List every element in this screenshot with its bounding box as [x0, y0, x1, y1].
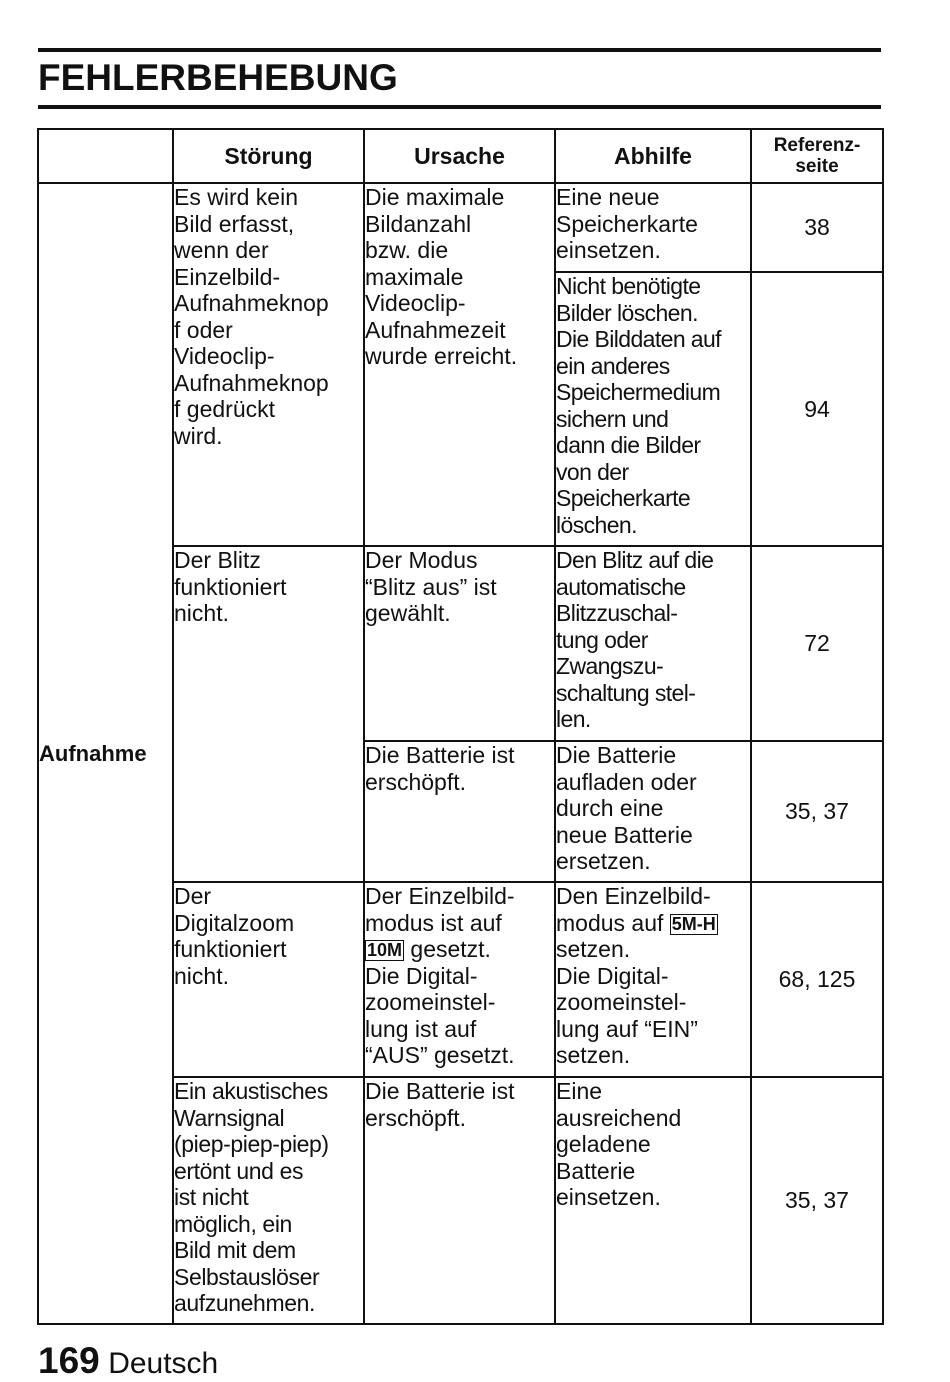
abhilfe-cell: [555, 741, 751, 882]
ursache-cell: [364, 1077, 555, 1324]
text-line: modus ist auf: [365, 909, 502, 936]
text-line: f gedrückt: [174, 396, 275, 422]
text-line: sichern und: [556, 405, 669, 432]
text-line: automatische: [556, 573, 686, 600]
text-line: schaltung stel-: [556, 679, 696, 706]
text-line: gewählt.: [365, 600, 451, 626]
text-line: setzen.: [556, 936, 631, 962]
text-line: “Blitz aus” ist: [365, 573, 497, 600]
footer-language: Deutsch: [108, 1347, 219, 1380]
text-line: ist nicht: [174, 1184, 249, 1210]
text-line: ertönt und es: [174, 1157, 304, 1184]
text-line: Es wird kein: [174, 184, 298, 210]
stoerung-cell: [173, 882, 364, 1077]
text-line: Die Batterie ist: [365, 742, 515, 768]
text-line: einsetzen.: [556, 1184, 661, 1210]
text-line: Digitalzoom: [174, 909, 295, 936]
text-line: “AUS” gesetzt.: [365, 1042, 515, 1068]
text-fragment: gesetzt.: [404, 936, 491, 962]
header-referenzseite: [751, 129, 883, 183]
header-abhilfe: Abhilfe: [555, 129, 751, 183]
header-rule-top: [38, 48, 881, 52]
text-line: Aufnahmeknop: [174, 369, 329, 396]
text-line: Nicht benötigte: [556, 273, 701, 299]
text-line: Der: [174, 883, 212, 909]
header-ursache: Ursache: [364, 129, 555, 183]
text-line: Der Modus: [365, 547, 478, 573]
text-line: tung oder: [556, 626, 648, 653]
text-line: Bild erfasst,: [174, 210, 295, 237]
text-line: wurde erreicht.: [365, 343, 518, 369]
text-line: dann die Bilder: [556, 432, 701, 458]
text-line: maximale: [365, 263, 464, 290]
text-line: Speicherkarte: [556, 210, 698, 237]
text-line: Die Bilddaten auf: [556, 326, 721, 352]
text-line: geladene: [556, 1131, 651, 1157]
text-line: len.: [556, 706, 591, 732]
text-line: Aufnahmeknop: [174, 290, 329, 316]
troubleshooting-table: [37, 128, 884, 1325]
reference-page-cell: 38: [751, 183, 883, 272]
text-line: Ein akustisches: [174, 1078, 328, 1104]
resolution-10m-icon: 10M: [367, 940, 403, 960]
page-footer: [38, 1340, 218, 1382]
text-line: Speicherkarte: [556, 485, 691, 511]
text-line: wird.: [174, 422, 223, 449]
text-line: lung ist auf: [365, 1015, 477, 1042]
text-line: erschöpft.: [365, 1104, 466, 1131]
reference-page-cell: 72: [751, 546, 883, 741]
text-line: Die Digital-: [556, 962, 669, 989]
abhilfe-cell: [555, 183, 751, 272]
text-line: setzen.: [556, 1042, 631, 1068]
text-line: Die Batterie ist: [365, 1078, 515, 1104]
text-line: Den Einzelbild-: [556, 883, 711, 909]
ursache-cell: [364, 882, 555, 1077]
text-line: Videoclip-: [365, 290, 466, 316]
reference-page-cell: 35, 37: [751, 1077, 883, 1324]
text-line: ein anderes: [556, 352, 670, 379]
text-line: Batterie: [556, 1157, 636, 1184]
text-line: Den Blitz auf die: [556, 547, 714, 573]
text-line: nicht.: [174, 600, 229, 626]
text-line: bzw. die: [365, 237, 449, 263]
page-number: 169: [38, 1340, 100, 1381]
text-line: neue Batterie: [556, 821, 693, 848]
text-line: Eine: [556, 1078, 603, 1104]
header-empty-cell: [38, 129, 173, 183]
text-line: einsetzen.: [556, 237, 661, 263]
text-line: Aufnahmezeit: [365, 316, 506, 343]
stoerung-cell: [173, 546, 364, 882]
text-line: Selbstauslöser: [174, 1263, 320, 1290]
text-line: Die Digital-: [365, 962, 478, 989]
text-line: Bild mit dem: [174, 1237, 296, 1263]
text-line: Bilder löschen.: [556, 299, 698, 326]
text-line: zoomeinstel-: [556, 989, 687, 1015]
text-line: Die maximale: [365, 184, 505, 210]
text-line: lung auf “EIN”: [556, 1015, 698, 1042]
category-cell: Aufnahme: [38, 183, 173, 1324]
text-line: nicht.: [174, 962, 229, 989]
text-line: Blitzzuschal-: [556, 600, 678, 626]
text-line: von der: [556, 458, 629, 485]
text-line: zoomeinstel-: [365, 989, 496, 1015]
text-line: f oder: [174, 316, 233, 343]
text-line: erschöpft.: [365, 768, 466, 795]
ursache-cell: [364, 183, 555, 546]
resolution-5m-h-icon: 5M-H: [671, 913, 716, 934]
text-line: Die Batterie: [556, 742, 677, 768]
text-line: aufladen oder: [556, 768, 697, 795]
text-line: [365, 936, 554, 963]
text-line: Eine neue: [556, 184, 660, 210]
table-row: [38, 183, 883, 272]
text-line: Der Blitz: [174, 547, 261, 573]
text-line: möglich, ein: [174, 1210, 292, 1237]
text-line: löschen.: [556, 511, 637, 538]
header-referenzseite-line: Referenz-: [773, 135, 861, 156]
text-line: funktioniert: [174, 936, 287, 962]
header-row: [38, 129, 883, 183]
abhilfe-cell: [555, 882, 751, 1077]
abhilfe-cell: [555, 1077, 751, 1324]
stoerung-cell: [173, 183, 364, 546]
text-line: Zwangszu-: [556, 653, 664, 679]
text-line: wenn der: [174, 237, 269, 263]
text-line: Der Einzelbild-: [365, 883, 515, 909]
ursache-cell: [364, 546, 555, 741]
text-line: Videoclip-: [174, 343, 275, 369]
text-line: aufzunehmen.: [174, 1290, 315, 1316]
text-line: durch eine: [556, 795, 664, 821]
stoerung-cell: [173, 1077, 364, 1324]
header-referenzseite-line: seite: [795, 156, 839, 177]
text-line: (piep-piep-piep): [174, 1131, 329, 1157]
header-stoerung: Störung: [173, 129, 364, 183]
text-line: Einzelbild-: [174, 263, 281, 290]
text-line: ausreichend: [556, 1104, 682, 1131]
reference-page-cell: 35, 37: [751, 741, 883, 882]
text-line: ersetzen.: [556, 848, 651, 874]
header-rule-bottom: [38, 105, 881, 109]
text-line: Bildanzahl: [365, 210, 472, 237]
text-line: funktioniert: [174, 573, 287, 600]
page-title: FEHLERBEHEBUNG: [38, 57, 398, 98]
abhilfe-cell: [555, 546, 751, 741]
reference-page-cell: 94: [751, 272, 883, 546]
text-line: Speichermedium: [556, 379, 721, 405]
text-line: Warnsignal: [174, 1104, 285, 1131]
abhilfe-cell: [555, 272, 751, 546]
ursache-cell: [364, 741, 555, 882]
text-fragment: modus auf: [556, 909, 670, 936]
reference-page-cell: 68, 125: [751, 882, 883, 1077]
text-line: [556, 910, 750, 937]
